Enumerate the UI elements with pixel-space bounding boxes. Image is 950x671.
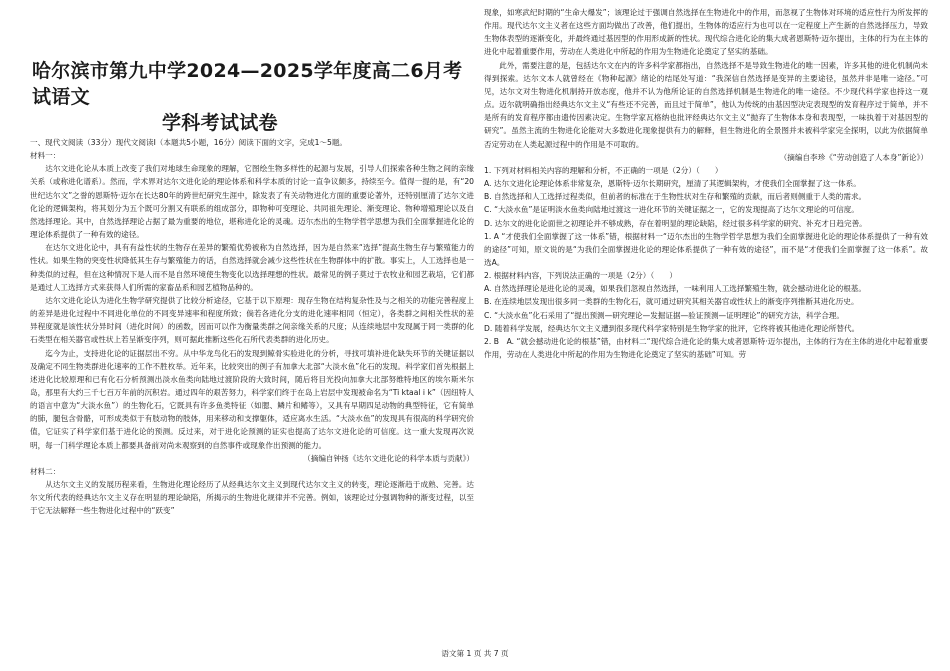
- option-d: D. 随着科学发展，经典达尔文主义遭到很多现代科学家特别是生物学家的批评，它终将被其他进化理论所替代。: [484, 323, 860, 333]
- paragraph: 此外，需要注意的是，包括达尔文在内的许多科学家都指出，自然选择不是导致生物进化的唯一因素，许多其他的进化机制尚未得到探索。达尔文本人就曾经在《物种起源》绪论的结尾处写道：“我深信自然选择是变异的主要途径，虽然并非是唯一途径。”可见，达尔文对生物进化机制持开放态度，他并不认为他所论证的自然选择机制是生物进化的唯一途径。不少现代科学家也持这一观点。迈尔就明确指出经典达尔文主义“有些还不完善，而且过于简单”，他认为传统的由基因型决定表现型的发育程序过于简单，并不是所有的发育程序都由遗传因素决定。生物学家瓦格纳也批评经典达尔文主义“抛弃了生物体本身和表现型，一味执着于对基因型的研究”。虽然主流的生物进化论能对大多数进化现象提供有力的解释，但生物进化的全景图并未被科学家完全探明，以此为依据简单否定劳动在人类起源过程中的作用是不可取的。: [484, 60, 928, 149]
- option-c: C. “大淡水鱼”化石采用了“提出预测—研究理论—发掘证据—验证预测—证明理论”的研究方法，科学合理。: [484, 310, 844, 320]
- paragraph: 在达尔文进化论中，具有有益性状的生物存在差异的繁殖优势被称为自然选择，因为是自然来“选择”提高生物生存与繁殖能力的性状。如果生物的突变性状降低其生存与繁殖能力的话，自然选择就会减少这些性状在生物群体中的扩散。事实上，人工选择也是一种类似的过程，但在这种情况下是人而不是自然环境使生物变化以选择理想的性状。最常见的例子莫过于农牧业和园艺栽培，它们都是通过人工选择方式来获得人们所需的家畜品系和园艺植物品种的。: [30, 243, 474, 292]
- option-b: B. 在连续地层发现出很多同一类群的生物化石，就可通过研究其相关器官或性状上的渐变序列推断其进化历史。: [484, 297, 859, 307]
- paragraph: 达尔文进化论从本质上改变了我们对地球生命现象的理解，它图绘生物多样性的起源与发展，引导人们探索各种生物之间的亲缘关系（或称进化谱系）。然而，学术界对达尔文进化论的理论体系和科学本质的讨论一直争议颇多，持续至今。值得一提的是，有“20世纪达尔文”之誉的恩斯特·迈尔在长达80年的跨世纪研究生涯中，除发表了有关动物进化方面的重要论著外，还特别厘清了达尔文进化论的逻辑架构，将其划分为五个既可分割又有联系的组成部分，即物种可变理论、共同祖先理论、渐变理论、物种增殖理论以及自然选择理论。其中，自然选择理论占据了最为重要的地位，堪称进化论的灵魂。迈尔杰出的生物学哲学思想为我们全面掌握进化论的理论体系提供了一种有效的途径。: [30, 164, 474, 240]
- option-d: D. 达尔文的进化论面世之初理论并不够成熟，存在着明显的理论缺陷，经过很多科学家的研究、补充才日趋完善。: [484, 218, 867, 228]
- paragraph: 达尔文进化论认为进化生物学研究提供了比较分析途径，它基于以下原理：现存生物在结构复杂性及与之相关的功能完善程度上的差异是进化过程中不同进化单位的不同变异速率和程度所致；倘若各进化分支的进化速率相同（恒定），各类群之间相关性状的差异程度就是该性状分异时间（进化时间）的函数，因而可以作为衡量类群之间亲缘关系的尺度；从连续地层中发现属于同一类群的化石类型在相关器官或性状上若呈渐变序列，则可据此推断这些化石所代表类群的进化历史。: [30, 295, 474, 345]
- answer-1: 1. A “才使我们全面掌握了这一体系”错，根据材料一“迈尔杰出的生物学哲学思想为我们全面掌握进化论的理论体系提供了一种有效的途径”可知，原文说的是“为我们全面掌握进化论的理论体系提供了一种有效的途径”，而不是“才使我们全面掌握了这一体系”。故选A。: [484, 231, 928, 267]
- question-2: 2. 根据材料内容，下列说法正确的一项是（2分）（ ）: [484, 271, 677, 281]
- source-citation: （摘编自钟扬《达尔文进化论的科学本质与贡献》）: [303, 453, 474, 463]
- option-a: A. 达尔文进化论理论体系非常复杂，恩斯特·迈尔长期研究，厘清了其逻辑架构，才使我们全面掌握了这一体系。: [484, 179, 861, 189]
- paragraph: 从达尔文主义的发展历程来看，生物进化理论经历了从经典达尔文主义到现代达尔文主义的转变，理论逐渐趋于成熟、完善。达尔文所代表的经典达尔文主义存在明显的理论缺陷，所揭示的生物进化规律并不完善。例如，该理论过分强调物种的渐变过程，以至于它无法解释一些生物进化过程中的“跃变”: [30, 480, 474, 516]
- section-heading: 一、现代文阅读（33分）现代文阅读Ⅰ（本题共5小题，16分）阅读下面的文字，完成1～5题。: [30, 138, 348, 147]
- left-column: [30, 6, 474, 518]
- material-label: 材料一：: [30, 151, 61, 161]
- paragraph: 迄今为止，支持进化论的证据层出不穷。从中华龙鸟化石的发现到鲸骨实验进化的分析，寻找可填补进化缺失环节的关键证据以及确定不同生物类群进化速率的工作不胜枚举。近年来，比较突出的例子有加拿大北部“大淡水鱼”化石的发现。科学家们首先根据上述进化比较原理和已有化石分析预测出淡水鱼类向陆地过渡阶段的大致时间，随后将目光投向加拿大北部努维特地区的埃尔斯米尔岛，那里有大约三千七百万年前的沉积岩。通过四年的艰苦努力，科学家们终于在岛上岩层中发现被命名为“Ti ktaal i k”（因纽特人的语言中意为“大淡水鱼”）的生物化石，它既具有许多鱼类特征（如腮、鳞片和鳍等），又具有早期四足动物的典型特征，它有简单的肺，腿包含骨骼，可形成类似于有肢动物的肢体，用来移动和支撑躯体，适应离水生活。“大淡水鱼”的发现具有很高的科学研究价值，它证实了科学家们基于进化论的预测。反过来，对于进化论预测的证实也提高了达尔文进化论的可信度。这一重大发现再次说明，每一门科学理论本质上都要具备前对尚未观察到的自然事件或现象作出预测的能力。: [30, 348, 474, 450]
- right-column: [484, 6, 928, 361]
- exam-title-line2: 学科考试试卷: [162, 112, 278, 134]
- option-b: B. 自然选择和人工选择过程类似，但前者的标准在于生物性状对生存和繁殖的贡献，而后者则侧重于人类的需求。: [484, 192, 867, 202]
- option-a: A. 自然选择理论是进化论的灵魂，如果我们忽视自然选择，一味利用人工选择繁殖生物，就会撼动进化论的根基。: [484, 284, 866, 294]
- source-citation: （摘编自李珍《“劳动创造了人本身”新论》）: [779, 152, 928, 162]
- option-c: C. “大淡水鱼”是证明淡水鱼类向陆地过渡这一进化环节的关键证据之一，它的发现提高了达尔文理论的可信度。: [484, 205, 859, 215]
- paragraph: 现象，如寒武纪时期的“生命大爆发”；该理论过于强调自然选择在生物进化中的作用，而忽视了生物体对环境的适应性行为所发挥的作用。现代达尔文主义者在这些方面均做出了改善，他们提出，生物体的适应行为也可以在一定程度上产生新的自然选择压力，导致生物体表型的逐渐变化，并最终通过基因型的作用形成新的性状。现代综合进化论的集大成者恩斯特·迈尔提出，主体的行为在主体的进化中起着重要作用，劳动在人类进化中所起的作用为生物进化论奠定了坚实的基础。: [484, 8, 928, 57]
- material-label: 材料二：: [30, 466, 61, 476]
- question-1: 1. 下列对材料相关内容的理解和分析，不正确的一项是（2分）（ ）: [484, 165, 723, 175]
- exam-title: 哈尔滨市第九中学2024—2025学年度高二6月考试语文: [32, 60, 463, 108]
- answer-2: 2. B A. “就会撼动进化论的根基”错，由材料二“现代综合进化论的集大成者恩斯特·迈尔提出，主体的行为在主体的进化中起着重要作用，劳动在人类进化中所起的作用为生物进化论奠定了坚实的基础”可知。劳: [484, 336, 928, 360]
- page-footer: 语文第 1 页 共 7 页: [441, 649, 509, 658]
